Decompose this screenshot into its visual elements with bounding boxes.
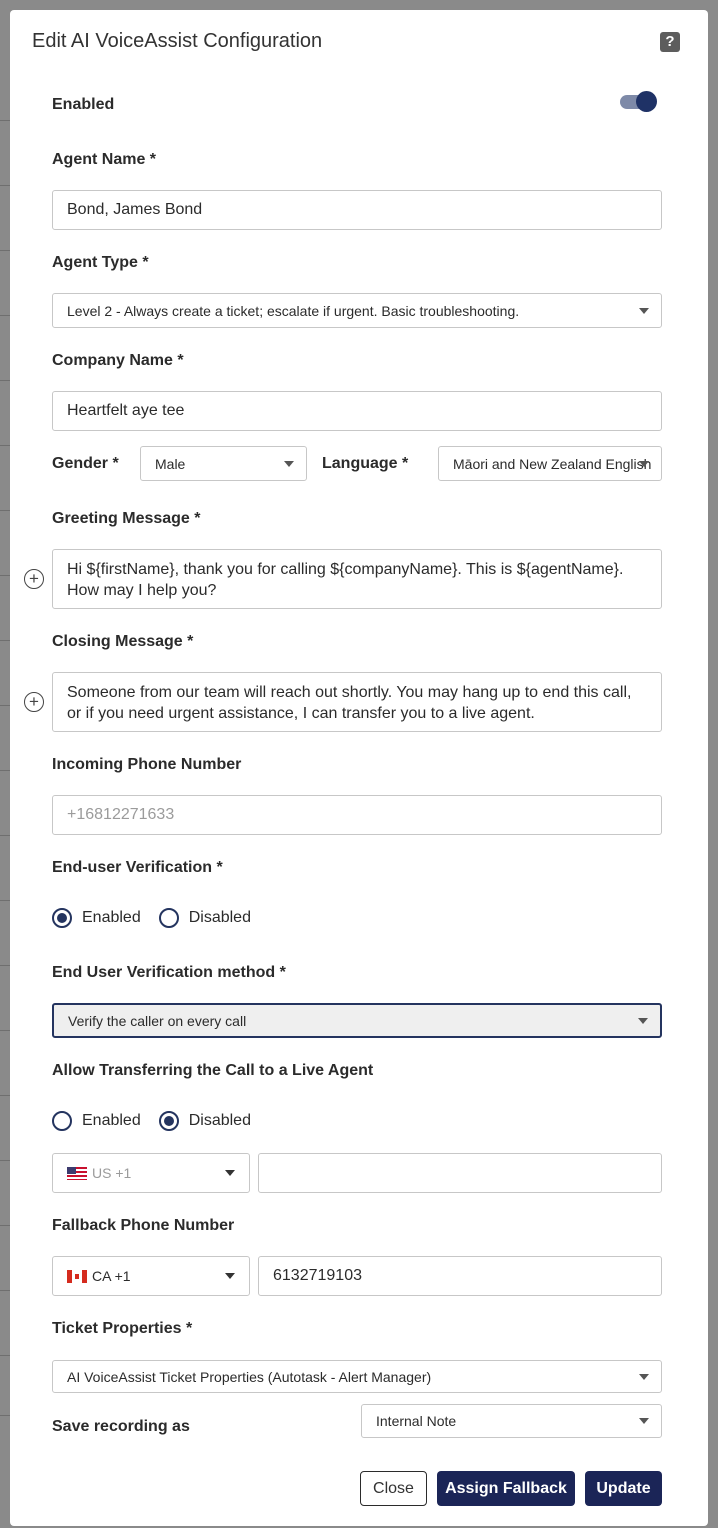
- closing-textarea[interactable]: Someone from our team will reach out shortly. You may hang up to end this call, or if you need urgent assistance, I can transfer you to a live agent.: [52, 672, 662, 732]
- chevron-down-icon: [639, 461, 649, 467]
- language-value: Māori and New Zealand English: [453, 455, 652, 472]
- fallback-country-value: CA +1: [92, 1268, 131, 1284]
- enabled-label: Enabled: [52, 96, 115, 113]
- verification-method-label: End User Verification method *: [52, 964, 286, 981]
- ca-flag-icon: [67, 1270, 87, 1283]
- agent-type-label: Agent Type *: [52, 254, 149, 271]
- radio-label: Disabled: [188, 1112, 251, 1129]
- incoming-phone-label: Incoming Phone Number: [52, 756, 242, 773]
- agent-name-label: Agent Name *: [52, 151, 157, 168]
- radio-label: Enabled: [82, 1112, 141, 1129]
- greeting-label: Greeting Message *: [52, 510, 201, 527]
- verification-disabled-radio[interactable]: [159, 908, 179, 928]
- edit-config-dialog: [10, 10, 708, 1526]
- transfer-label: Allow Transferring the Call to a Live Agent: [52, 1062, 374, 1079]
- agent-type-value: Level 2 - Always create a ticket; escalate if urgent. Basic troubleshooting.: [67, 302, 520, 319]
- transfer-phone-input[interactable]: [258, 1153, 662, 1193]
- chevron-down-icon: [639, 308, 649, 314]
- save-recording-value: Internal Note: [376, 1413, 457, 1429]
- incoming-phone-input[interactable]: +16812271633: [52, 795, 662, 835]
- update-button[interactable]: Update: [585, 1471, 662, 1506]
- transfer-country-value: US +1: [92, 1165, 132, 1181]
- insert-variable-icon[interactable]: +: [24, 692, 44, 712]
- radio-label: Disabled: [188, 909, 251, 926]
- gender-value: Male: [155, 455, 186, 472]
- assign-fallback-button[interactable]: Assign Fallback: [437, 1471, 575, 1506]
- chevron-down-icon: [638, 1018, 648, 1024]
- gender-label: Gender *: [52, 455, 119, 472]
- chevron-down-icon: [225, 1170, 235, 1176]
- toggle-knob: [636, 91, 657, 112]
- agent-name-input[interactable]: Bond, James Bond: [52, 190, 662, 230]
- radio-label: Enabled: [82, 909, 141, 926]
- insert-variable-icon[interactable]: +: [24, 569, 44, 589]
- help-icon[interactable]: ?: [660, 32, 680, 52]
- save-recording-label: Save recording as: [52, 1418, 190, 1435]
- save-recording-select[interactable]: [361, 1404, 662, 1438]
- close-button[interactable]: Close: [360, 1471, 427, 1506]
- greeting-textarea[interactable]: Hi ${firstName}, thank you for calling ${companyName}. This is ${agentName}. How may I help you?: [52, 549, 662, 609]
- us-flag-icon: [67, 1167, 87, 1180]
- company-name-label: Company Name *: [52, 352, 184, 369]
- verification-enabled-radio[interactable]: [52, 908, 72, 928]
- language-label: Language *: [322, 455, 409, 472]
- dialog-title: Edit AI VoiceAssist Configuration: [32, 30, 323, 52]
- company-name-input[interactable]: Heartfelt aye tee: [52, 391, 662, 431]
- fallback-label: Fallback Phone Number: [52, 1217, 235, 1234]
- chevron-down-icon: [639, 1374, 649, 1380]
- ticket-properties-label: Ticket Properties *: [52, 1320, 193, 1337]
- enabled-toggle[interactable]: [620, 91, 658, 111]
- verification-method-value: Verify the caller on every call: [68, 1012, 247, 1029]
- closing-label: Closing Message *: [52, 633, 194, 650]
- fallback-country-select[interactable]: [52, 1256, 250, 1296]
- ticket-properties-value: AI VoiceAssist Ticket Properties (Autotask - Alert Manager): [67, 1368, 432, 1385]
- agent-type-select[interactable]: [52, 293, 662, 328]
- transfer-radio-group: [52, 1111, 269, 1131]
- language-select[interactable]: [438, 446, 662, 481]
- chevron-down-icon: [284, 461, 294, 467]
- chevron-down-icon: [639, 1418, 649, 1424]
- verification-label: End-user Verification *: [52, 859, 223, 876]
- ticket-properties-select[interactable]: [52, 1360, 662, 1393]
- transfer-enabled-radio[interactable]: [52, 1111, 72, 1131]
- verification-radio-group: [52, 908, 269, 928]
- chevron-down-icon: [225, 1273, 235, 1279]
- verification-method-select[interactable]: [52, 1003, 662, 1038]
- transfer-country-select[interactable]: [52, 1153, 250, 1193]
- gender-select[interactable]: [140, 446, 307, 481]
- fallback-phone-input[interactable]: 6132719103: [258, 1256, 662, 1296]
- transfer-disabled-radio[interactable]: [159, 1111, 179, 1131]
